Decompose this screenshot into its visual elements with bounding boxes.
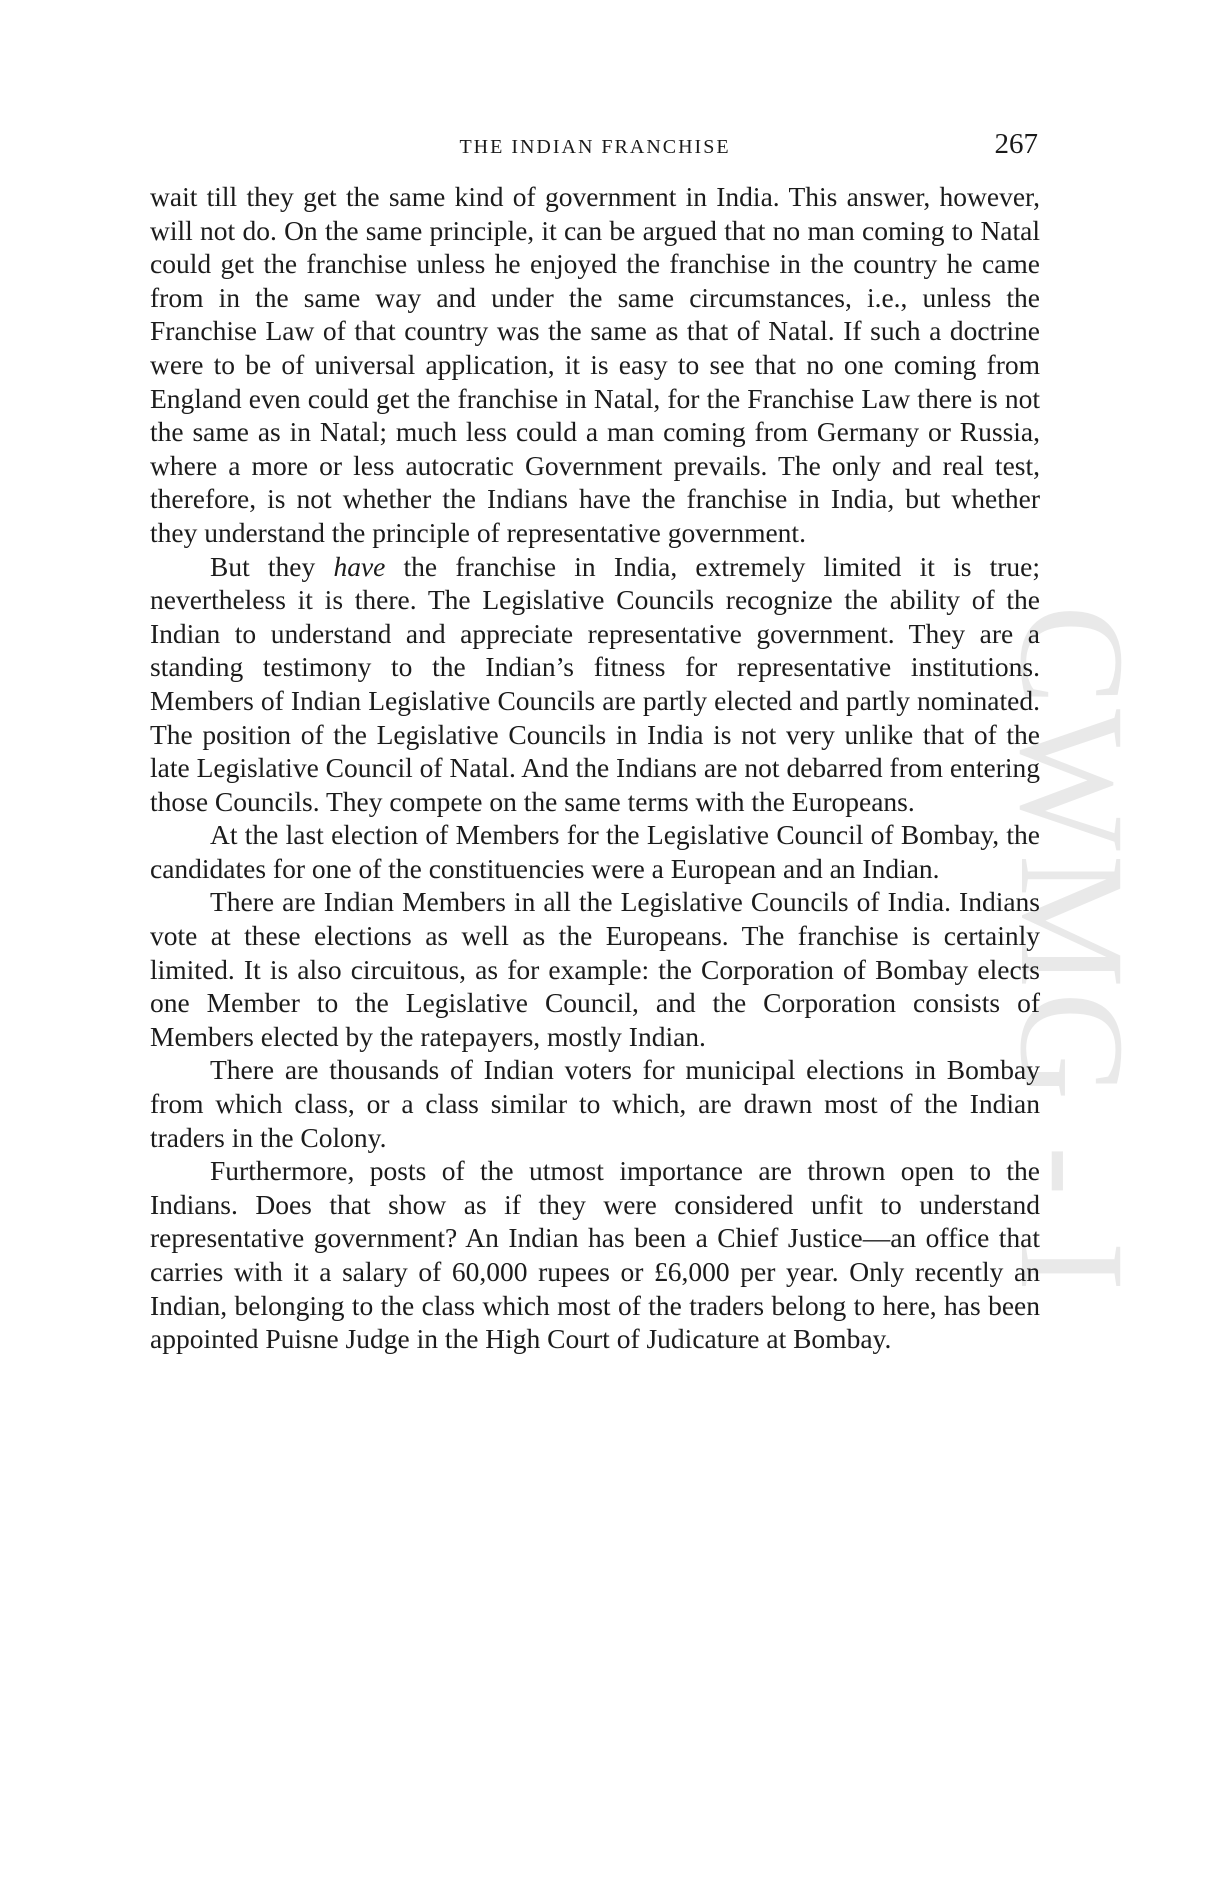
- paragraph-1: wait till they get the same kind of government in India. This answer, however, will not do. On the same principle, it can be argued that no man coming to Natal could get the franchise unless he enjoyed the franchise in the country he came from in the same way and under the same circumstances, i.e., unless the Franchise Law of that country was the same as that of Natal. If such a doctrine were to be of universal application, it is easy to see that no one coming from England even could get the franchise in Natal, for the Franchise Law there is not the same as in Natal; much less could a man coming from Germany or Russia, where a more or less autocratic Government prevails. The only and real test, therefore, is not whether the Indians have the franchise in India, but whether they understand the principle of representative government.: [150, 181, 1040, 548]
- paragraph-6: Furthermore, posts of the utmost importance are thrown open to the Indians. Does that show as if they were considered unfit to understand representative government? An Indian has been a Chief Justice—an office that carries with it a salary of 60,000 rupees or £6,000 per year. Only recently an Indian, belonging to the class which most of the traders belong to here, has been appointed Puisne Judge in the High Court of Judicature at Bombay.: [150, 1155, 1040, 1355]
- paragraph-2: [150, 550, 1040, 819]
- paragraph-2-rest: the franchise in India, extremely limited it is true; nevertheless it is there. The Legislative Councils recognize the ability of the Indian to understand and appreciate representative government. They are a standing testimony to the Indian’s fitness for representative institutions. Members of Indian Legislative Councils are partly elected and partly nominated. The position of the Legislative Councils in India is not very unlike that of the late Legislative Council of Natal. And the Indians are not debarred from entering those Councils. They compete on the same terms with the Europeans.: [150, 550, 1040, 817]
- paragraph-2-start: But they: [210, 550, 334, 582]
- body-text: [150, 180, 1040, 1356]
- page-number: 267: [994, 128, 1038, 160]
- running-head: [150, 128, 1040, 168]
- watermark-text: CWMG - I: [989, 605, 1155, 1296]
- running-title: THE INDIAN FRANCHISE: [459, 136, 731, 158]
- paragraph-3: At the last election of Members for the Legislative Council of Bombay, the candidates for one of the constituencies were a European and an Indian.: [150, 819, 1040, 884]
- emphasis-have: have: [333, 550, 386, 582]
- paragraph-5: There are thousands of Indian voters for municipal elections in Bombay from which class, or a class similar to which, are drawn most of the Indian traders in the Colony.: [150, 1054, 1040, 1153]
- paragraph-4: There are Indian Members in all the Legislative Councils of India. Indians vote at these elections as well as the Europeans. The franchise is certainly limited. It is also circuitous, as for example: the Corporation of Bombay elects one Member to the Legislative Council, and the Corporation consists of Members elected by the ratepayers, mostly Indian.: [150, 886, 1040, 1052]
